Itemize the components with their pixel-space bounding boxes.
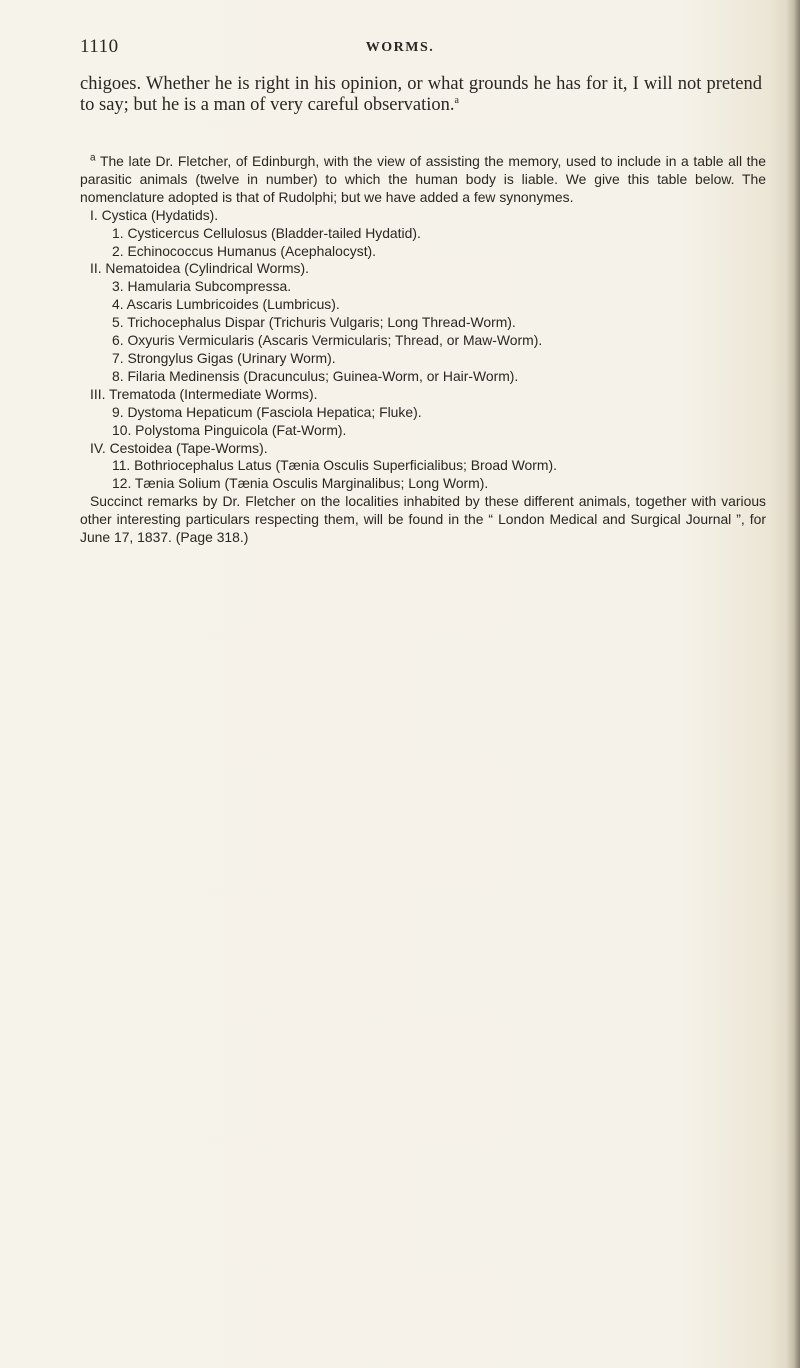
footnote-intro-text: The late Dr. Fletcher, of Edinburgh, with the view of assisting the memory, used to include in a table all the parasitic animals (twelve in number) to which the human body is liable. We give this table below. The nomenclature adopted is that of Rudolphi; but we have added a few synonymes. (80, 153, 766, 205)
table-item: 11. Bothriocephalus Latus (Tænia Osculis Superficialibus; Broad Worm). (112, 457, 557, 474)
table-item: 8. Filaria Medinensis (Dracunculus; Guinea-Worm, or Hair-Worm). (112, 367, 519, 384)
table-item: 5. Trichocephalus Dispar (Trichuris Vulgaris; Long Thread-Worm). (112, 314, 516, 331)
table-item: 3. Hamularia Subcompressa. (112, 278, 292, 295)
page-number: 1110 (80, 36, 119, 57)
table-category: I. Cystica (Hydatids). (90, 206, 219, 223)
table-item: 1. Cysticercus Cellulosus (Bladder-tailed Hydatid). (112, 224, 421, 241)
footnote-reference-marker: a (454, 94, 459, 106)
body-paragraph-text: chigoes. Whether he is right in his opinion, or what grounds he has for it, I will not pretend to say; but he is a man of very careful observation. (80, 74, 762, 115)
footnote-intro (80, 153, 766, 207)
table-category: III. Trematoda (Intermediate Worms). (90, 385, 318, 402)
table-item: 6. Oxyuris Vermicularis (Ascaris Vermicularis; Thread, or Maw-Worm). (112, 332, 543, 349)
parasite-table (80, 207, 766, 494)
table-category: II. Nematoidea (Cylindrical Worms). (90, 260, 309, 277)
running-head: WORMS. (365, 40, 435, 55)
body-text (80, 74, 762, 116)
page-binding-shadow (786, 0, 800, 1368)
footnote (80, 153, 766, 547)
table-category: IV. Cestoidea (Tape-Worms). (90, 439, 268, 456)
footnote-closing: Succinct remarks by Dr. Fletcher on the localities inhabited by these different animals, together with various other interesting particulars respecting them, will be found in the “ London Medical and Surgical Journal ”, for June 17, 1837. (Page 318.) (80, 493, 766, 546)
table-item: 4. Ascaris Lumbricoides (Lumbricus). (112, 296, 340, 313)
table-item: 2. Echinococcus Humanus (Acephalocyst). (112, 242, 377, 259)
table-item: 9. Dystoma Hepaticum (Fasciola Hepatica; Fluke). (112, 403, 422, 420)
table-item: 10. Polystoma Pinguicola (Fat-Worm). (112, 421, 347, 438)
table-item: 12. Tænia Solium (Tænia Osculis Marginalibus; Long Worm). (112, 475, 489, 492)
footnote-marker: a (90, 152, 96, 164)
body-paragraph (80, 74, 762, 116)
table-item: 7. Strongylus Gigas (Urinary Worm). (112, 349, 336, 366)
